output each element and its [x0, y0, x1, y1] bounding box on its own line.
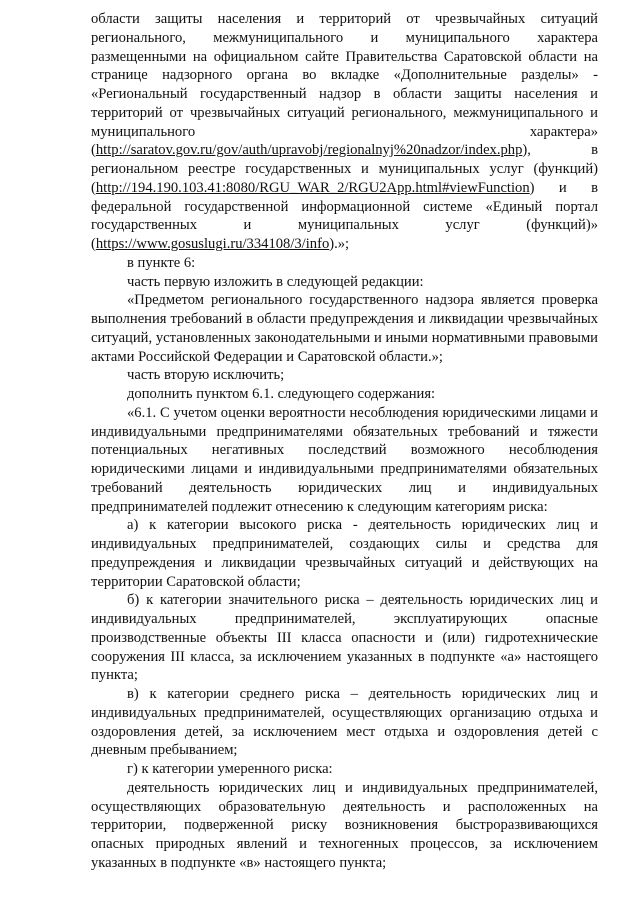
text-line: ), в региональном реестре государственных и муниципальных услуг (функций) (	[91, 142, 598, 196]
text-line: ).»;	[329, 236, 350, 252]
paragraph	[91, 10, 598, 254]
paragraph: а) к категории высокого риска - деятельность юридических лиц и индивидуальных предпринимателей, создающих силы и средства для предупреждения и ликвидации чрезвычайных ситуаций и действующих на территории Саратовской области;	[91, 517, 598, 590]
paragraph: деятельность юридических лиц и индивидуальных предпринимателей, осуществляющих образовательную деятельность и расположенных на территории, подверженной риску возникновения быстроразвивающихся опасных природных явлений и техногенных процессов, за исключением указанных в подпункте «в» настоящего пункта;	[91, 779, 598, 871]
paragraph: дополнить пунктом 6.1. следующего содержания:	[127, 386, 436, 402]
paragraph: часть вторую исключить;	[127, 367, 285, 384]
paragraph: «Предметом регионального государственного надзора является проверка выполнения требований в области предупреждения и ликвидации чрезвычайных ситуаций, установленных законодательными и иными нормативными правовыми актами Российской Федерации и Саратовской области.»;	[91, 292, 598, 365]
paragraph: часть первую изложить в следующей редакции:	[127, 273, 424, 290]
link-rgu-registry[interactable]: http://194.190.103.41:8080/RGU_WAR_2/RGU2App.html#viewFunction	[95, 179, 530, 196]
paragraph: в пункте 6:	[127, 254, 196, 271]
paragraph: б) к категории значительного риска – деятельность юридических лиц и индивидуальных предпринимателей, эксплуатирующих опасные производственные объекты III класса опасности и (или) гидротехнические сооружения III класса, за исключением указанных в подпункте «а» настоящего пункта;	[91, 592, 598, 684]
paragraph: «6.1. С учетом оценки вероятности несоблюдения юридическими лицами и индивидуальными предпринимателями обязательных требований и тяжести потенциальных негативных последствий возможного несоблюдения юридическими лицами и индивидуальными предпринимателями обязательных требований деятельность юридических лиц и индивидуальных предпринимателей подлежит отнесению к следующим категориям риска:	[91, 404, 598, 515]
text-line: области защиты населения и территорий от чрезвычайных ситуаций регионального, межмуниципального и муниципального характера размещенными на официальном сайте Правительства Саратовской области на странице надзорного органа во вкладке «Дополнительные разделы» - «Региональный государственный надзор в области защиты населения и территорий от чрезвычайных ситуаций регионального, межмуниципального и муниципального характера» (	[91, 11, 598, 159]
link-gosuslugi[interactable]: https://www.gosuslugi.ru/334108/3/info	[95, 236, 330, 252]
paragraph: в) к категории среднего риска – деятельность юридических лиц и индивидуальных предпринимателей, осуществляющих организацию отдыха и оздоровления детей, за исключением мест отдыха и оздоровления детей с дневным пребыванием;	[91, 686, 598, 759]
paragraph: г) к категории умеренного риска:	[127, 761, 333, 777]
document-page	[91, 10, 598, 873]
link-saratov-gov[interactable]: http://saratov.gov.ru/gov/auth/upravobj/regionalnyj%20nadzor/index.php	[95, 142, 523, 159]
text-line: ) и в федеральной государственной информационной системе «Единый портал государственных и муниципальных услуг (функций)» (	[91, 179, 598, 252]
